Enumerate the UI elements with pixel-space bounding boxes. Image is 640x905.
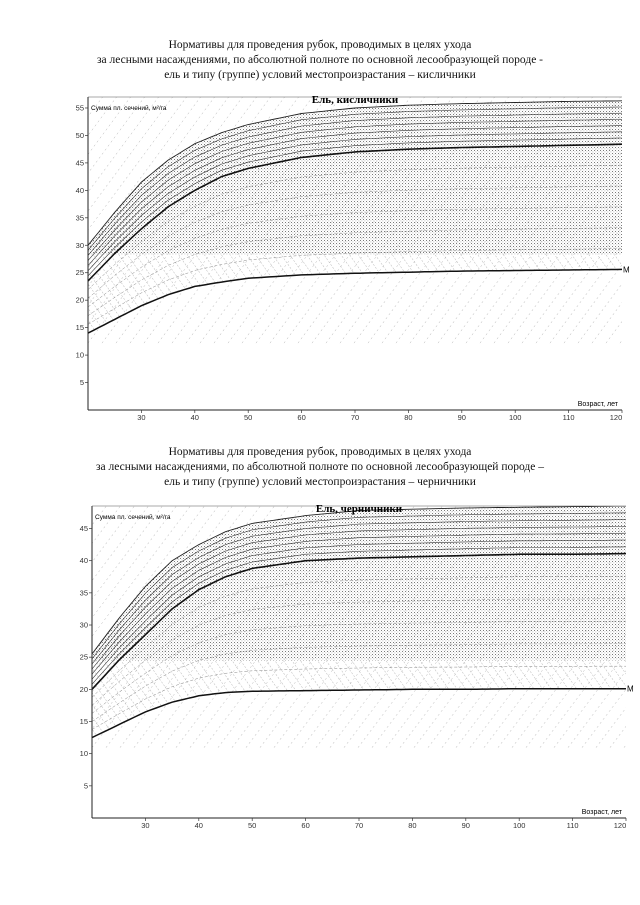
x-tick-label: 60: [297, 413, 306, 422]
y-tick-label: 40: [75, 185, 84, 195]
x-tick-label: 80: [408, 821, 417, 830]
y-tick-label: 40: [79, 556, 88, 566]
diagonal-hatch: [0, 496, 72, 748]
x-tick-label: 110: [562, 413, 575, 422]
curve-end-label: M: [623, 265, 630, 275]
caption-line: за лесными насаждениями, по абсолютной полноте по основной лесообразующей породе –: [96, 461, 544, 473]
x-tick-label: 70: [350, 413, 360, 422]
curve-end-label: M: [627, 684, 634, 694]
diagonal-hatch: [0, 496, 2, 748]
y-axis-label: Сумма пл. сечений, м²/га: [95, 514, 171, 521]
y-tick-label: 5: [79, 378, 84, 388]
plot-area: [0, 496, 640, 748]
y-tick-label: 20: [79, 684, 88, 694]
x-tick-label: 40: [194, 821, 203, 830]
x-tick-label: 60: [301, 821, 310, 830]
x-tick-label: 100: [508, 413, 522, 422]
y-tick-label: 45: [79, 524, 88, 534]
x-tick-label: 120: [613, 821, 627, 830]
x-tick-label: 30: [141, 821, 150, 830]
y-tick-label: 30: [75, 240, 84, 250]
hatch-region: [92, 660, 626, 737]
x-tick-label: 70: [354, 821, 364, 830]
x-tick-label: 120: [609, 413, 623, 422]
y-tick-label: 35: [79, 588, 88, 598]
x-tick-label: 40: [190, 413, 199, 422]
x-tick-label: 80: [404, 413, 413, 422]
caption-line: ель и типу (группе) условий местопроизрастания – черничники: [164, 476, 476, 488]
y-tick-label: 15: [79, 717, 88, 727]
y-tick-label: 30: [79, 620, 88, 630]
diagonal-hatch: [0, 496, 58, 748]
y-tick-label: 35: [75, 213, 84, 223]
diagonal-hatch: [624, 496, 640, 748]
y-tick-label: 25: [79, 652, 88, 662]
y-tick-label: 15: [75, 323, 84, 333]
x-axis-label: Возраст, лет: [581, 809, 622, 816]
diagonal-hatch: [0, 496, 16, 748]
y-tick-label: 55: [75, 103, 84, 113]
chart-title: Ель, кисличники: [311, 94, 399, 106]
y-tick-label: 20: [75, 295, 84, 305]
y-axis-label: Сумма пл. сечений, м²/га: [91, 105, 167, 112]
x-tick-label: 30: [137, 413, 146, 422]
caption-line: Нормативы для проведения рубок, проводимых в целях ухода: [168, 446, 472, 458]
x-tick-label: 50: [244, 413, 253, 422]
diagonal-hatch: [0, 496, 30, 748]
x-tick-label: 100: [512, 821, 526, 830]
y-tick-label: 50: [75, 130, 84, 140]
x-tick-label: 110: [566, 821, 579, 830]
y-tick-label: 10: [79, 749, 88, 759]
x-tick-label: 90: [461, 821, 470, 830]
y-tick-label: 45: [75, 158, 84, 168]
y-tick-label: 10: [75, 350, 84, 360]
chart-title: Ель, черничники: [315, 503, 403, 515]
y-tick-label: 25: [75, 268, 84, 278]
x-tick-label: 50: [248, 821, 257, 830]
stipple-region: [92, 506, 626, 660]
diagonal-hatch: [0, 496, 44, 748]
caption-line: ель и типу (группе) условий местопроизрастания – кисличники: [164, 69, 476, 81]
caption-line: за лесными насаждениями, по абсолютной полноте по основной лесообразующей породе -: [96, 54, 544, 66]
caption-line: Нормативы для проведения рубок, проводимых в целях ухода: [168, 39, 472, 51]
x-tick-label: 90: [457, 413, 466, 422]
y-tick-label: 5: [83, 781, 88, 791]
diagonal-hatch: [0, 496, 86, 748]
x-axis-label: Возраст, лет: [577, 401, 618, 408]
